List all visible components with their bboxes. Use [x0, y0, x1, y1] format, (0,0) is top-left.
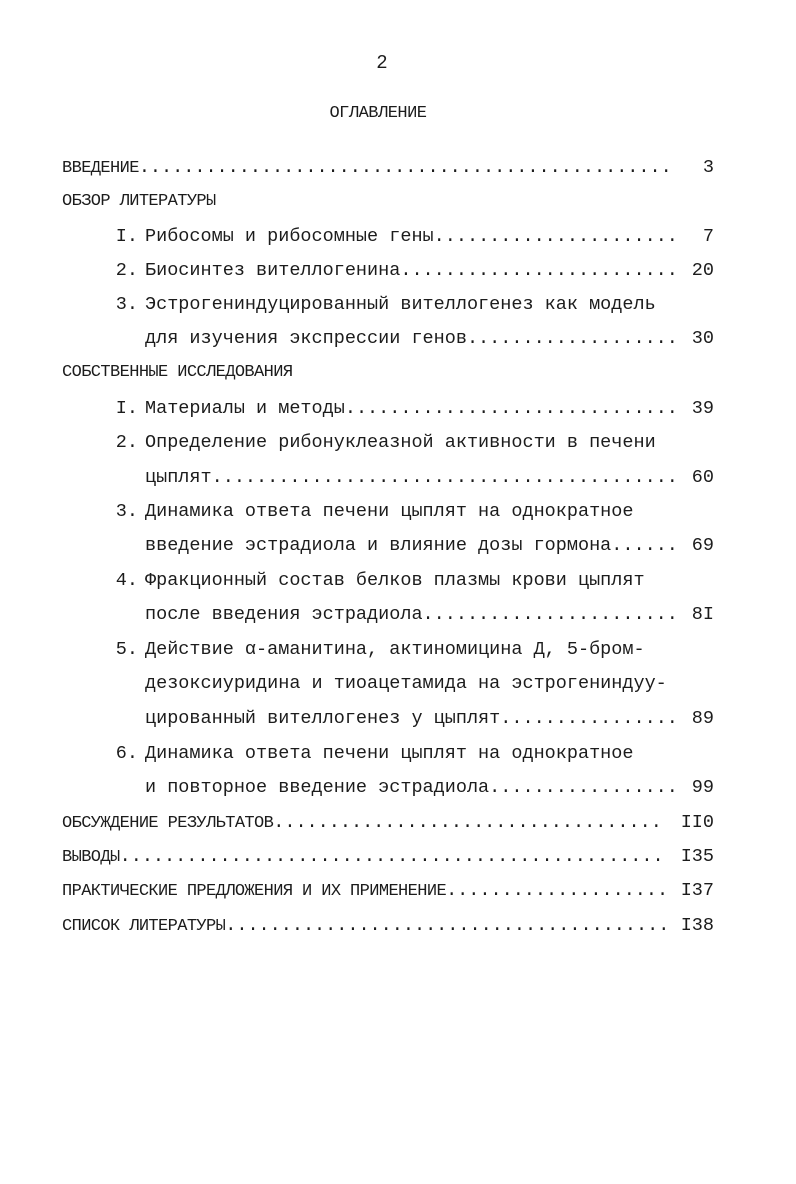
leader-dots — [400, 256, 674, 286]
leader-dots — [489, 773, 674, 803]
toc-entry-own-5-line2[interactable] — [145, 669, 714, 699]
leader-dots — [500, 704, 674, 734]
toc-entry-own-4-line2[interactable] — [145, 600, 714, 630]
toc-entry-review-3[interactable] — [108, 290, 714, 320]
toc-entry-references[interactable] — [62, 911, 714, 941]
toc-entry-text: ПРАКТИЧЕСКИЕ ПРЕДЛОЖЕНИЯ И ИХ ПРИМЕНЕНИЕ — [62, 882, 447, 901]
toc-entry-page: 7 — [702, 226, 714, 247]
toc-section-text: СОБСТВЕННЫЕ ИССЛЕДОВАНИЯ — [62, 363, 293, 382]
toc-entry-intro[interactable] — [62, 153, 714, 183]
toc-entry-page: 39 — [691, 398, 714, 419]
toc-entry-text-line2: и повторное введение эстрадиола — [145, 777, 490, 798]
toc-section-own — [62, 358, 714, 388]
toc-entry-page: 69 — [691, 535, 714, 556]
toc-entry-number: I. — [115, 226, 138, 247]
toc-entry-text-line2: для изучения экспрессии генов — [145, 328, 467, 349]
toc-entry-text-line2: дезоксиуридина и тиоацетамида на эстрогениндуу- — [145, 673, 667, 694]
toc-entry-own-1-line[interactable] — [145, 394, 714, 424]
toc-entry-text-line3: цированный вителлогенез у цыплят — [145, 708, 501, 729]
toc-entry-text: ОБСУЖДЕНИЕ РЕЗУЛЬТАТОВ — [62, 814, 274, 833]
toc-entry-text: Рибосомы и рибосомные гены — [145, 226, 434, 247]
toc-entry-page: 60 — [691, 467, 714, 488]
toc-entry-number: 5. — [115, 639, 138, 660]
toc-entry-page: 8I — [691, 604, 714, 625]
toc-entry-discussion[interactable] — [62, 808, 714, 838]
leader-dots — [225, 911, 666, 941]
toc-entry-text-line1: Определение рибонуклеазной активности в печени — [145, 432, 656, 453]
toc-section-review — [62, 187, 714, 217]
toc-entry-own-6[interactable] — [108, 739, 714, 769]
toc-entry-practical[interactable] — [62, 876, 714, 906]
toc-entry-own-5[interactable] — [108, 635, 714, 665]
toc-entry-own-5-line3[interactable] — [145, 704, 714, 734]
toc-entry-text-line2: введение эстрадиола и влияние дозы гормона — [145, 535, 612, 556]
toc-entry-text-line2: цыплят — [145, 467, 212, 488]
toc-entry-page: 89 — [691, 708, 714, 729]
toc-entry-text-line1: Динамика ответа печени цыплят на однократное — [145, 501, 634, 522]
toc-entry-own-6-line2[interactable] — [145, 773, 714, 803]
leader-dots — [139, 153, 674, 183]
toc-entry-number: I. — [115, 398, 138, 419]
toc-entry-page: I37 — [680, 880, 714, 901]
toc-entry-text-line1: Динамика ответа печени цыплят на однократное — [145, 743, 634, 764]
leader-dots — [434, 222, 674, 252]
leader-dots — [467, 324, 674, 354]
toc-entry-page: 30 — [691, 328, 714, 349]
toc-entry-page: 99 — [691, 777, 714, 798]
leader-dots — [423, 600, 674, 630]
toc-entry-text: СПИСОК ЛИТЕРАТУРЫ — [62, 917, 226, 936]
toc-entry-own-4[interactable] — [108, 566, 714, 596]
toc-entry-own-3[interactable] — [108, 497, 714, 527]
toc-entry-page: I35 — [680, 846, 714, 867]
leader-dots — [273, 808, 666, 838]
toc-entry-conclusions[interactable] — [62, 842, 714, 872]
toc-entry-page: 3 — [702, 157, 714, 178]
toc-entry-review-1-line[interactable] — [145, 222, 714, 252]
toc-entry-review-3-line2[interactable] — [145, 324, 714, 354]
toc-entry-number: 3. — [115, 501, 138, 522]
toc-entry-number: 6. — [115, 743, 138, 764]
toc-entry-review-2-line[interactable] — [145, 256, 714, 286]
toc-entry-text-line1: Эстрогениндуцированный вителлогенез как модель — [145, 294, 656, 315]
page-number: 2 — [376, 52, 388, 74]
toc-entry-number: 4. — [115, 570, 138, 591]
toc-entry-number: 2. — [115, 432, 138, 453]
toc-entry-text: Материалы и методы — [145, 398, 345, 419]
toc-entry-own-2[interactable] — [108, 428, 714, 458]
toc-entry-own-3-line2[interactable] — [145, 531, 714, 561]
leader-dots — [120, 842, 666, 872]
toc-entry-text-line1: Действие α-аманитина, актиномицина Д, 5-бром- — [145, 639, 645, 660]
toc-title: ОГЛАВЛЕНИЕ — [329, 104, 427, 123]
toc-entry-page: I38 — [680, 915, 714, 936]
toc-entry-page: 20 — [691, 260, 714, 281]
toc-entry-number: 2. — [115, 260, 138, 281]
leader-dots — [611, 531, 674, 561]
toc-entry-text-line2: после введения эстрадиола — [145, 604, 423, 625]
toc-entry-own-2-line2[interactable] — [145, 463, 714, 493]
toc-entry-text: ВВЕДЕНИЕ — [62, 159, 139, 178]
toc-section-text: ОБЗОР ЛИТЕРАТУРЫ — [62, 192, 216, 211]
toc-entry-text: Биосинтез вителлогенина — [145, 260, 401, 281]
toc-entry-text-line1: Фракционный состав белков плазмы крови цыплят — [145, 570, 645, 591]
toc-entry-text: ВЫВОДЫ — [62, 848, 120, 867]
leader-dots — [345, 394, 674, 424]
leader-dots — [446, 876, 666, 906]
leader-dots — [212, 463, 674, 493]
toc-entry-page: II0 — [680, 812, 714, 833]
toc-entry-number: 3. — [115, 294, 138, 315]
